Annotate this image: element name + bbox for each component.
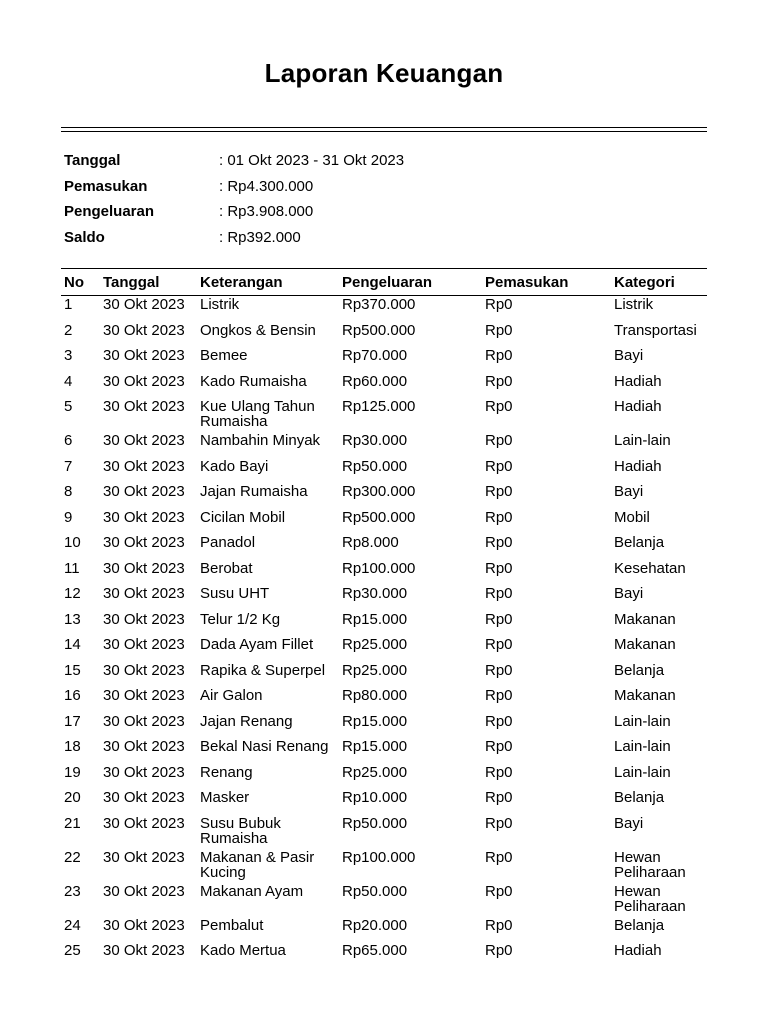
cell-keterangan: Panadol <box>200 534 256 551</box>
table-row <box>61 815 707 849</box>
cell-pemasukan: Rp0 <box>485 916 513 934</box>
cell-tanggal: 30 Okt 2023 <box>103 559 185 577</box>
cell-pengeluaran: Rp100.000 <box>342 848 416 866</box>
cell-tanggal: 30 Okt 2023 <box>103 636 185 653</box>
cell-keterangan: Susu UHT <box>200 585 270 602</box>
cell-pemasukan: Rp0 <box>485 712 513 730</box>
summary-label: Pengeluaran <box>64 203 155 221</box>
table-row <box>61 687 707 713</box>
cell-kategori: Hewan Peliharaan <box>614 848 686 881</box>
cell-pemasukan: Rp0 <box>485 789 513 806</box>
cell-pengeluaran: Rp500.000 <box>342 508 416 526</box>
table-row <box>61 458 707 484</box>
table-body <box>61 296 707 968</box>
column-header-kategori: Kategori <box>611 269 707 296</box>
cell-pengeluaran: Rp15.000 <box>342 610 408 628</box>
cell-kategori: Hadiah <box>614 942 662 959</box>
cell-keterangan: Jajan Rumaisha <box>200 483 308 500</box>
table-row <box>61 849 707 883</box>
cell-no: 5 <box>64 398 73 415</box>
cell-pemasukan: Rp0 <box>485 814 513 832</box>
cell-keterangan: Masker <box>200 789 250 806</box>
summary-row-tanggal <box>64 148 404 174</box>
table-row <box>61 432 707 458</box>
cell-pengeluaran: Rp8.000 <box>342 534 399 551</box>
summary-value: : Rp392.000 <box>219 228 301 246</box>
cell-no: 9 <box>64 508 73 526</box>
cell-pemasukan: Rp0 <box>485 610 513 628</box>
cell-pemasukan: Rp0 <box>485 321 513 339</box>
cell-kategori: Bayi <box>614 814 644 832</box>
cell-pengeluaran: Rp70.000 <box>342 347 408 364</box>
cell-keterangan: Renang <box>200 763 253 781</box>
cell-keterangan: Rapika & Superpel <box>200 661 326 679</box>
cell-pemasukan: Rp0 <box>485 848 513 866</box>
summary-section <box>64 148 404 250</box>
cell-tanggal: 30 Okt 2023 <box>103 398 185 415</box>
cell-no: 21 <box>64 814 81 832</box>
cell-no: 12 <box>64 585 81 602</box>
cell-tanggal: 30 Okt 2023 <box>103 296 185 313</box>
cell-keterangan: Berobat <box>200 559 253 577</box>
cell-keterangan: Listrik <box>200 296 240 313</box>
cell-kategori: Hadiah <box>614 372 662 390</box>
table-row <box>61 585 707 611</box>
cell-keterangan: Pembalut <box>200 916 264 934</box>
cell-no: 4 <box>64 372 73 390</box>
cell-no: 20 <box>64 789 81 806</box>
table-row <box>61 534 707 560</box>
cell-pengeluaran: Rp25.000 <box>342 763 408 781</box>
table-row <box>61 883 707 917</box>
table-row <box>61 611 707 637</box>
cell-no: 3 <box>64 347 73 364</box>
cell-keterangan: Bemee <box>200 347 248 364</box>
cell-no: 16 <box>64 687 81 704</box>
cell-kategori: Belanja <box>614 789 665 806</box>
table-row <box>61 560 707 586</box>
cell-pengeluaran: Rp125.000 <box>342 398 416 415</box>
cell-pemasukan: Rp0 <box>485 457 513 475</box>
cell-no: 22 <box>64 848 81 866</box>
table-row <box>61 662 707 688</box>
cell-keterangan: Bekal Nasi Renang <box>200 738 329 755</box>
cell-tanggal: 30 Okt 2023 <box>103 432 185 449</box>
cell-keterangan: Dada Ayam Fillet <box>200 636 314 653</box>
table-row <box>61 636 707 662</box>
cell-tanggal: 30 Okt 2023 <box>103 848 185 866</box>
cell-no: 10 <box>64 534 81 551</box>
column-header-no: No <box>61 269 100 296</box>
cell-pengeluaran: Rp25.000 <box>342 661 408 679</box>
cell-pemasukan: Rp0 <box>485 398 513 415</box>
cell-keterangan: Cicilan Mobil <box>200 508 286 526</box>
cell-kategori: Hewan Peliharaan <box>614 882 686 915</box>
cell-no: 25 <box>64 942 81 959</box>
column-header-pengeluaran: Pengeluaran <box>339 269 482 296</box>
table-row <box>61 764 707 790</box>
cell-kategori: Hadiah <box>614 457 662 475</box>
table-row <box>61 296 707 322</box>
cell-tanggal: 30 Okt 2023 <box>103 585 185 602</box>
cell-kategori: Lain-lain <box>614 432 671 449</box>
cell-kategori: Lain-lain <box>614 712 671 730</box>
cell-pemasukan: Rp0 <box>485 559 513 577</box>
summary-row-saldo <box>64 225 404 251</box>
cell-pemasukan: Rp0 <box>485 534 513 551</box>
cell-keterangan: Kado Mertua <box>200 942 286 959</box>
cell-no: 15 <box>64 661 81 679</box>
cell-pemasukan: Rp0 <box>485 508 513 526</box>
cell-pemasukan: Rp0 <box>485 636 513 653</box>
cell-tanggal: 30 Okt 2023 <box>103 661 185 679</box>
cell-pemasukan: Rp0 <box>485 738 513 755</box>
table-row <box>61 917 707 943</box>
cell-pemasukan: Rp0 <box>485 763 513 781</box>
table-row <box>61 738 707 764</box>
cell-keterangan: Telur 1/2 Kg <box>200 610 281 628</box>
cell-kategori: Belanja <box>614 661 665 679</box>
cell-tanggal: 30 Okt 2023 <box>103 789 185 806</box>
cell-kategori: Lain-lain <box>614 763 671 781</box>
cell-pengeluaran: Rp60.000 <box>342 372 408 390</box>
summary-label: Tanggal <box>64 152 121 170</box>
cell-pengeluaran: Rp100.000 <box>342 559 416 577</box>
cell-pemasukan: Rp0 <box>485 585 513 602</box>
cell-kategori: Bayi <box>614 585 644 602</box>
table-row <box>61 398 707 432</box>
cell-tanggal: 30 Okt 2023 <box>103 372 185 390</box>
cell-pengeluaran: Rp25.000 <box>342 636 408 653</box>
cell-tanggal: 30 Okt 2023 <box>103 916 185 934</box>
cell-no: 19 <box>64 763 81 781</box>
column-header-tanggal: Tanggal <box>100 269 197 296</box>
cell-pengeluaran: Rp370.000 <box>342 296 416 313</box>
table-row <box>61 942 707 968</box>
table-header-row <box>61 269 707 296</box>
cell-tanggal: 30 Okt 2023 <box>103 610 185 628</box>
column-header-pemasukan: Pemasukan <box>482 269 611 296</box>
cell-no: 13 <box>64 610 81 628</box>
cell-kategori: Lain-lain <box>614 738 671 755</box>
cell-tanggal: 30 Okt 2023 <box>103 712 185 730</box>
cell-no: 2 <box>64 321 73 339</box>
cell-tanggal: 30 Okt 2023 <box>103 942 185 959</box>
cell-pemasukan: Rp0 <box>485 661 513 679</box>
cell-pemasukan: Rp0 <box>485 942 513 959</box>
cell-kategori: Bayi <box>614 483 644 500</box>
cell-no: 18 <box>64 738 81 755</box>
cell-pengeluaran: Rp20.000 <box>342 916 408 934</box>
cell-no: 24 <box>64 916 81 934</box>
cell-pengeluaran: Rp50.000 <box>342 457 408 475</box>
cell-tanggal: 30 Okt 2023 <box>103 738 185 755</box>
table-row <box>61 789 707 815</box>
cell-kategori: Belanja <box>614 534 665 551</box>
cell-tanggal: 30 Okt 2023 <box>103 882 185 900</box>
summary-row-pengeluaran <box>64 199 404 225</box>
summary-row-pemasukan <box>64 174 404 200</box>
cell-tanggal: 30 Okt 2023 <box>103 687 185 704</box>
cell-tanggal: 30 Okt 2023 <box>103 814 185 832</box>
cell-tanggal: 30 Okt 2023 <box>103 534 185 551</box>
cell-keterangan: Kado Bayi <box>200 457 269 475</box>
cell-pengeluaran: Rp15.000 <box>342 738 408 755</box>
cell-pemasukan: Rp0 <box>485 432 513 449</box>
summary-value: : 01 Okt 2023 - 31 Okt 2023 <box>219 152 405 170</box>
summary-value: : Rp4.300.000 <box>219 177 314 195</box>
cell-kategori: Makanan <box>614 687 676 704</box>
cell-pengeluaran: Rp65.000 <box>342 942 408 959</box>
column-header-keterangan: Keterangan <box>197 269 339 296</box>
cell-keterangan: Makanan Ayam <box>200 882 304 900</box>
cell-keterangan: Jajan Renang <box>200 712 293 730</box>
cell-kategori: Makanan <box>614 610 676 628</box>
cell-keterangan: Susu Bubuk Rumaisha <box>200 814 281 847</box>
summary-value: : Rp3.908.000 <box>219 203 314 221</box>
cell-tanggal: 30 Okt 2023 <box>103 347 185 364</box>
cell-tanggal: 30 Okt 2023 <box>103 483 185 500</box>
cell-pengeluaran: Rp30.000 <box>342 585 408 602</box>
cell-pemasukan: Rp0 <box>485 296 513 313</box>
report-title: Laporan Keuangan <box>264 58 504 88</box>
cell-kategori: Makanan <box>614 636 676 653</box>
cell-pengeluaran: Rp500.000 <box>342 321 416 339</box>
cell-keterangan: Ongkos & Bensin <box>200 321 316 339</box>
cell-kategori: Transportasi <box>614 321 697 339</box>
summary-label: Saldo <box>64 228 105 246</box>
cell-keterangan: Kado Rumaisha <box>200 372 307 390</box>
cell-pengeluaran: Rp15.000 <box>342 712 408 730</box>
table-row <box>61 713 707 739</box>
cell-pengeluaran: Rp30.000 <box>342 432 408 449</box>
cell-tanggal: 30 Okt 2023 <box>103 321 185 339</box>
title-divider <box>61 127 707 128</box>
title-divider <box>61 131 707 132</box>
cell-kategori: Listrik <box>614 296 654 313</box>
cell-pengeluaran: Rp300.000 <box>342 483 416 500</box>
cell-pengeluaran: Rp50.000 <box>342 882 408 900</box>
cell-tanggal: 30 Okt 2023 <box>103 763 185 781</box>
table-row <box>61 373 707 399</box>
cell-kategori: Bayi <box>614 347 644 364</box>
cell-kategori: Hadiah <box>614 398 662 415</box>
table-row <box>61 347 707 373</box>
cell-keterangan: Makanan & Pasir Kucing <box>200 848 315 881</box>
cell-no: 17 <box>64 712 81 730</box>
cell-kategori: Kesehatan <box>614 559 686 577</box>
cell-no: 23 <box>64 882 81 900</box>
cell-keterangan: Air Galon <box>200 687 263 704</box>
table-row <box>61 509 707 535</box>
cell-no: 7 <box>64 457 73 475</box>
cell-kategori: Mobil <box>614 508 650 526</box>
cell-pengeluaran: Rp80.000 <box>342 687 408 704</box>
cell-keterangan: Nambahin Minyak <box>200 432 321 449</box>
cell-tanggal: 30 Okt 2023 <box>103 457 185 475</box>
cell-pengeluaran: Rp10.000 <box>342 789 408 806</box>
cell-tanggal: 30 Okt 2023 <box>103 508 185 526</box>
cell-no: 11 <box>64 559 80 577</box>
table-row <box>61 483 707 509</box>
cell-pengeluaran: Rp50.000 <box>342 814 408 832</box>
summary-label: Pemasukan <box>64 177 148 195</box>
cell-keterangan: Kue Ulang Tahun Rumaisha <box>200 398 315 430</box>
cell-pemasukan: Rp0 <box>485 483 513 500</box>
cell-pemasukan: Rp0 <box>485 372 513 390</box>
transactions-table <box>61 268 707 968</box>
table-row <box>61 322 707 348</box>
cell-no: 8 <box>64 483 73 500</box>
cell-pemasukan: Rp0 <box>485 882 513 900</box>
cell-no: 1 <box>64 296 73 313</box>
cell-kategori: Belanja <box>614 916 665 934</box>
cell-pemasukan: Rp0 <box>485 687 513 704</box>
cell-no: 6 <box>64 432 73 449</box>
cell-pemasukan: Rp0 <box>485 347 513 364</box>
cell-no: 14 <box>64 636 81 653</box>
